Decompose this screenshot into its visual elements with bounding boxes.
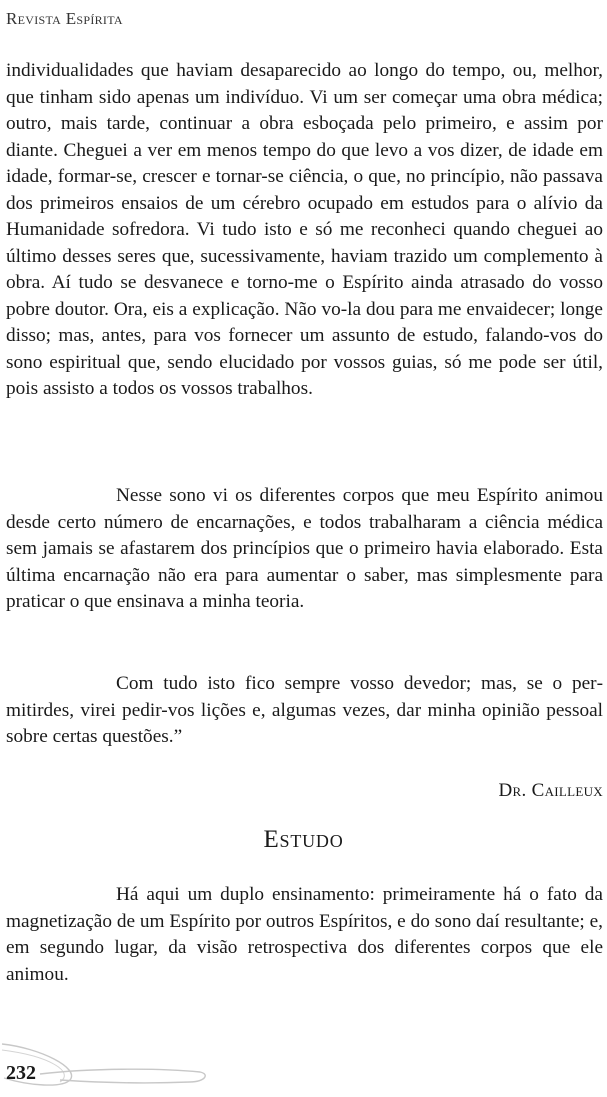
running-header: Revista Espírita (6, 9, 123, 28)
paragraph-closing: Com tudo isto fico sempre vosso devedor; mas, se o permitirdes, virei pedir-vos lições e, algumas vezes, dar minha opinião pessoal sobre certas questões.” (6, 673, 603, 747)
signature: Dr. Cailleux (498, 780, 603, 801)
paragraph-continuation: individualidades que haviam desaparecido ao longo do tempo, ou, melhor, que tinham sido apenas um indivíduo. Vi um ser começar uma obra médica; outro, mais tarde, continuar a obra esboçada pelo primeiro, e assim por diante. Cheguei a ver em menos tempo do que levo a vos dizer, de idade em idade, formar-se, crescer e tornar-se ciência, o que, no princípio, não passava dos primeiros ensaios de um cérebro ocupado em estudos para o alívio da Humanidade sofredora. Vi tudo isto e só me reconheci quando cheguei ao último desses seres que, sucessivamente, haviam trazido um complemento à obra. Aí tudo se desvanece e torno-me o Espírito ainda atrasado do vosso pobre doutor. Ora, eis a explicação. Não vo-la dou para me envaidecer; longe disso; mas, antes, para vos fornecer um assunto de estudo, falando-vos do sono espiritual que, sendo elucidado por vossos guias, só me pode ser útil, pois assisto a todos os vossos trabalhos. (6, 60, 603, 399)
paragraph-sleep-bodies: Nesse sono vi os diferentes corpos que meu Espírito animou desde certo número de encarnações, e todos trabalharam a ciência médica sem jamais se afastarem dos princípios que o primeiro havia elaborado. Esta última encarnação não era para aumentar o saber, mas simplesmente para praticar o que ensinava a minha teoria. (6, 485, 603, 612)
page-number: 232 (6, 1062, 36, 1084)
paragraph-study: Há aqui um duplo ensinamento: primeiramente há o fato da magnetização de um Espírito por outros Espíritos, e do sono daí resultante; e, em segundo lugar, da visão retrospectiva dos diferentes corpos que ele animou. (6, 884, 603, 985)
section-heading: Estudo (263, 826, 344, 853)
